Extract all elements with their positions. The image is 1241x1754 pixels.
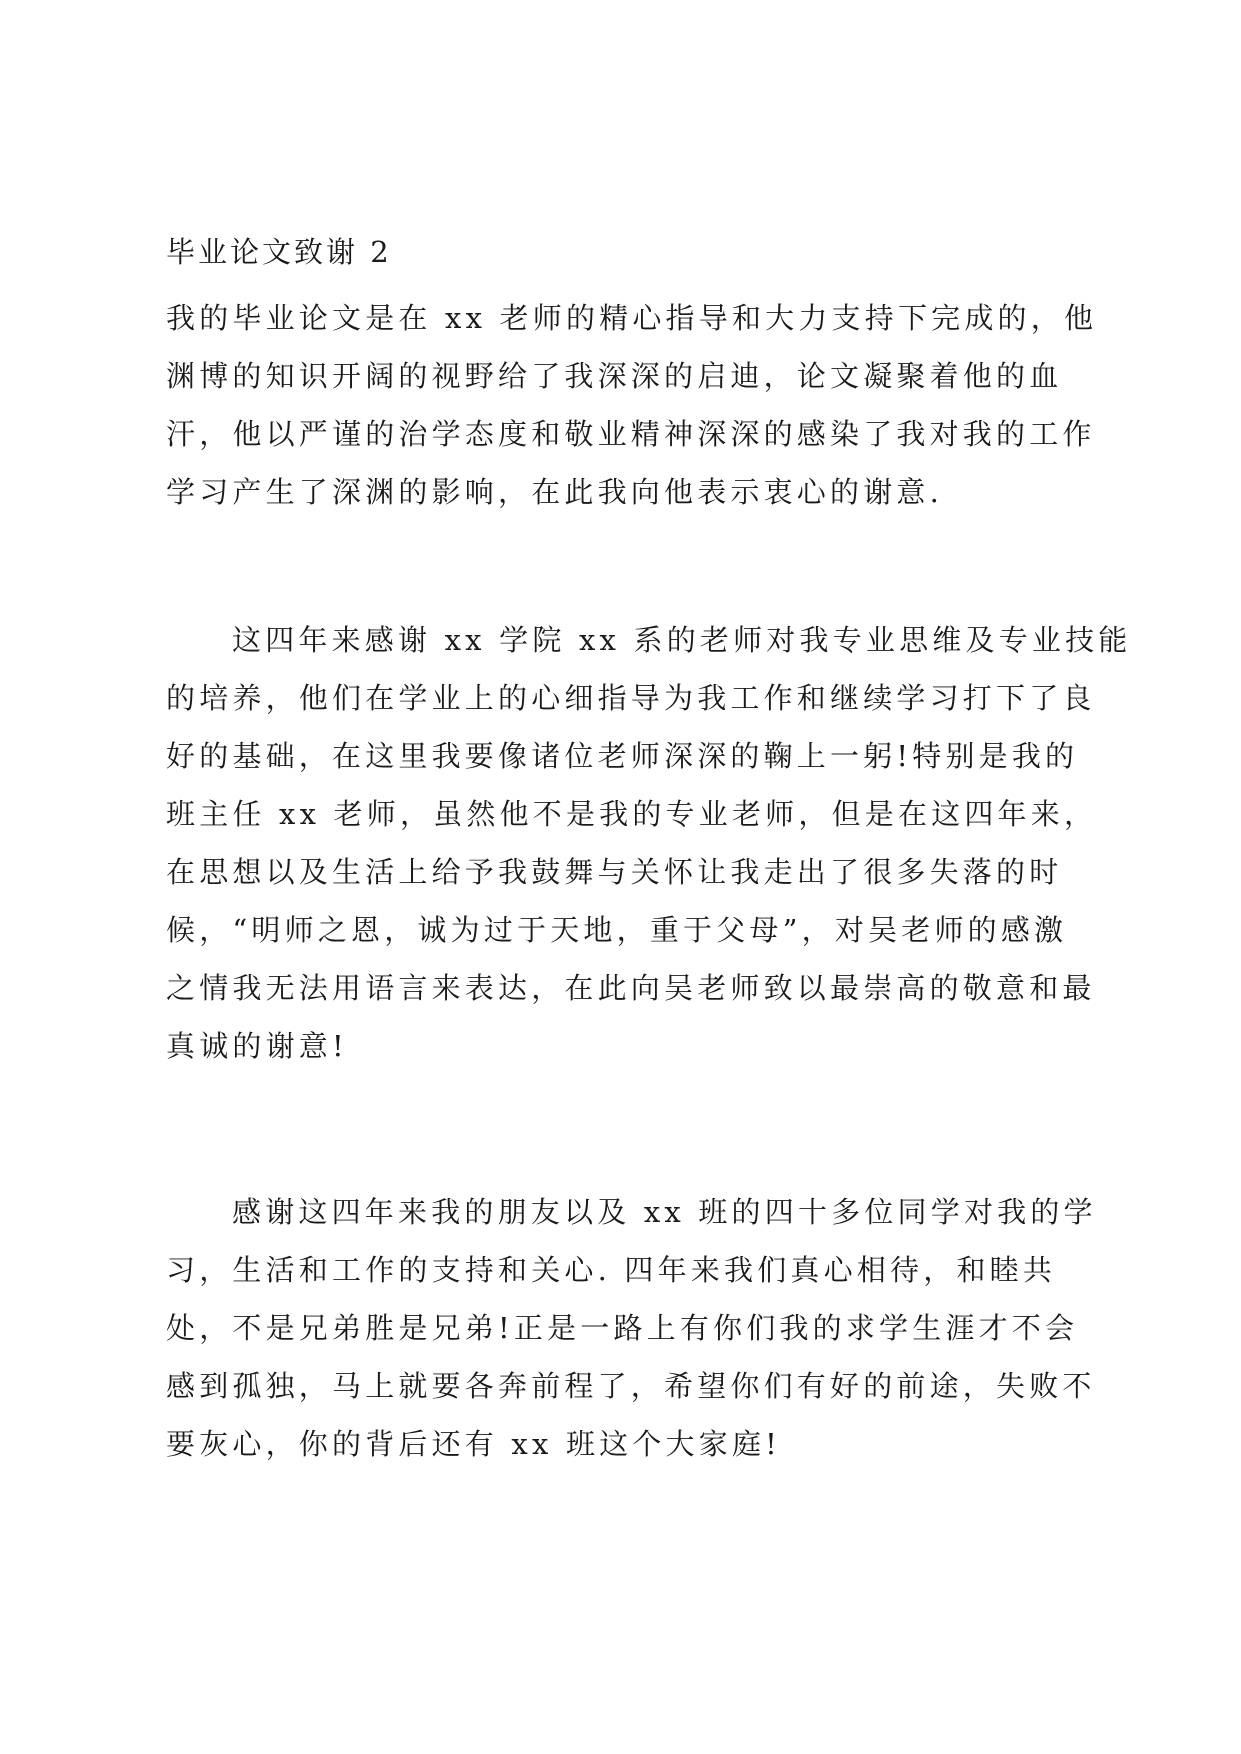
paragraph-3-line-1: 感谢这四年来我的朋友以及 xx 班的四十多位同学对我的学 bbox=[232, 1195, 1097, 1229]
paragraph-2-line-3: 好的基础，在这里我要像诸位老师深深的鞠上一躬!特别是我的 bbox=[166, 739, 1079, 773]
document-title: 毕业论文致谢 2 bbox=[166, 235, 392, 269]
paragraph-3-line-4: 感到孤独，马上就要各奔前程了，希望你们有好的前途，失败不 bbox=[166, 1369, 1096, 1403]
paragraph-3-line-5: 要灰心，你的背后还有 xx 班这个大家庭! bbox=[166, 1427, 782, 1461]
paragraph-1-line-4: 学习产生了深渊的影响，在此我向他表示衷心的谢意. bbox=[166, 475, 944, 509]
paragraph-2-line-5: 在思想以及生活上给予我鼓舞与关怀让我走出了很多失落的时 bbox=[166, 855, 1063, 889]
paragraph-1-line-3: 汗，他以严谨的治学态度和敬业精神深深的感染了我对我的工作 bbox=[166, 417, 1096, 451]
paragraph-3-line-3: 处，不是兄弟胜是兄弟!正是一路上有你们我的求学生涯才不会 bbox=[166, 1311, 1079, 1345]
paragraph-1-line-1: 我的毕业论文是在 xx 老师的精心指导和大力支持下完成的，他 bbox=[166, 301, 1098, 335]
paragraph-3-line-2: 习，生活和工作的支持和关心. 四年来我们真心相待，和睦共 bbox=[166, 1253, 1057, 1287]
paragraph-2-line-7: 之情我无法用语言来表达，在此向吴老师致以最崇高的敬意和最 bbox=[166, 971, 1096, 1005]
paragraph-2-line-8: 真诚的谢意! bbox=[166, 1029, 348, 1063]
paragraph-1-line-2: 渊博的知识开阔的视野给了我深深的启迪，论文凝聚着他的血 bbox=[166, 359, 1063, 393]
paragraph-2-line-2: 的培养，他们在学业上的心细指导为我工作和继续学习打下了良 bbox=[166, 681, 1096, 715]
paragraph-2-line-6: 候，“明师之恩，诚为过于天地，重于父母”，对吴老师的感激 bbox=[166, 913, 1068, 947]
paragraph-2-line-1: 这四年来感谢 xx 学院 xx 系的老师对我专业思维及专业技能 bbox=[232, 623, 1132, 657]
paragraph-2-line-4: 班主任 xx 老师，虽然他不是我的专业老师，但是在这四年来， bbox=[166, 797, 1098, 831]
